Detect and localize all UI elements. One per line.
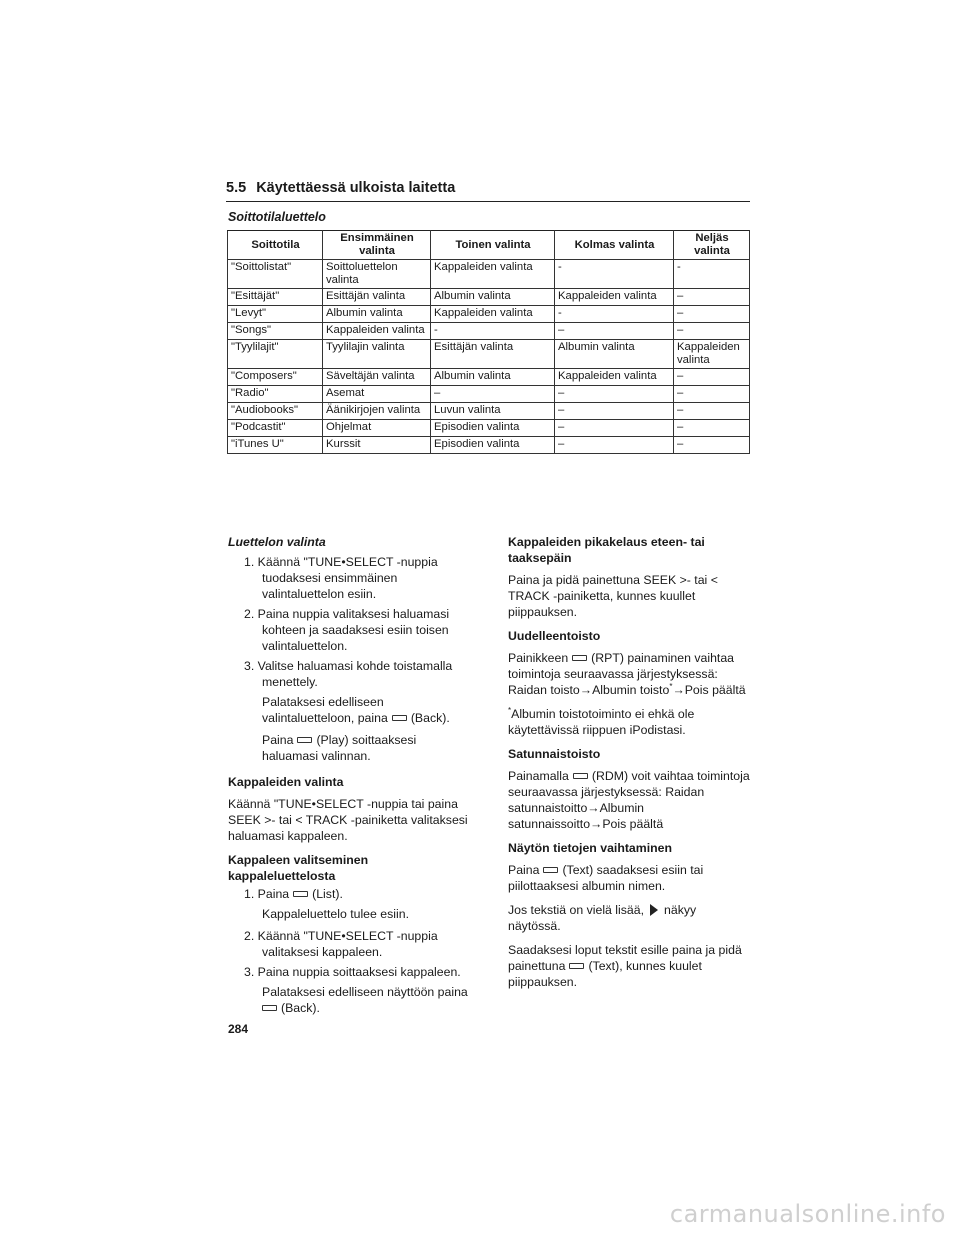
table-header-row bbox=[228, 231, 750, 260]
table-cell: Kappaleiden valinta bbox=[431, 306, 555, 323]
list-step-2: 2. Paina nuppia valitaksesi haluamasi kohteen ja saadaksesi esiin toisen valintaluettelon. bbox=[244, 607, 450, 653]
table-cell: Soittoluettelon valinta bbox=[323, 260, 431, 289]
table-cell: - bbox=[555, 260, 674, 289]
shuffle-text-a: Painamalla bbox=[508, 769, 569, 783]
button-icon bbox=[572, 655, 587, 661]
table-row bbox=[228, 403, 750, 420]
button-icon bbox=[543, 867, 558, 873]
play-label: (Play) soittaaksesi haluamasi valinnan. bbox=[262, 733, 417, 763]
rest-text bbox=[508, 942, 752, 990]
footnote bbox=[508, 706, 752, 738]
table-cell: Asemat bbox=[323, 386, 431, 403]
table-cell: – bbox=[674, 403, 750, 420]
display-info-heading: Näytön tietojen vaihtaminen bbox=[508, 841, 672, 855]
section-title: Soittotilaluettelo bbox=[228, 210, 326, 224]
shuffle-heading: Satunnaistoisto bbox=[508, 747, 601, 761]
table-cell: Albumin valinta bbox=[431, 369, 555, 386]
table-cell: Säveltäjän valinta bbox=[323, 369, 431, 386]
table-cell: "Radio" bbox=[228, 386, 323, 403]
table-cell: Ohjelmat bbox=[323, 420, 431, 437]
page-number: 284 bbox=[228, 1022, 249, 1036]
repeat-text-c: →Pois päältä bbox=[672, 683, 746, 697]
table-header-cell: Soittotila bbox=[228, 231, 323, 260]
button-icon bbox=[392, 715, 407, 721]
button-icon bbox=[262, 1005, 277, 1011]
right-arrow-icon bbox=[650, 904, 658, 916]
chapter-number: 5.5 bbox=[226, 180, 247, 196]
table-cell: – bbox=[674, 386, 750, 403]
table-cell: "Songs" bbox=[228, 323, 323, 340]
table-cell: Albumin valinta bbox=[431, 289, 555, 306]
button-icon bbox=[573, 773, 588, 779]
footnote-marker: * bbox=[508, 705, 512, 715]
display-info-text bbox=[508, 862, 752, 894]
table-cell: "Tyylilajit" bbox=[228, 340, 323, 369]
table-cell: Kurssit bbox=[323, 437, 431, 454]
more-text-b: näkyy näytössä. bbox=[508, 903, 697, 933]
table-row bbox=[228, 340, 750, 369]
table-cell: – bbox=[555, 386, 674, 403]
footnote-marker: * bbox=[669, 681, 673, 691]
table-cell: – bbox=[674, 289, 750, 306]
table-cell: – bbox=[674, 420, 750, 437]
table-cell: "Soittolistat" bbox=[228, 260, 323, 289]
table-cell: Episodien valinta bbox=[431, 420, 555, 437]
back-text: Palataksesi edelliseen valintaluetteloon, paina bbox=[262, 695, 388, 725]
table-cell: – bbox=[674, 306, 750, 323]
from-list-step-3-note bbox=[262, 984, 470, 1016]
repeat-text-b: (RPT) painaminen vaihtaa toimintoja seuraavassa järjestyksessä: Raidan toisto→Albumin toisto bbox=[508, 651, 735, 697]
table-cell: - bbox=[555, 306, 674, 323]
table-header-cell: Ensimmäinen valinta bbox=[323, 231, 431, 260]
table-cell: – bbox=[674, 437, 750, 454]
table-cell: Kappaleiden valinta bbox=[555, 369, 674, 386]
table-row bbox=[228, 386, 750, 403]
table-cell: Albumin valinta bbox=[555, 340, 674, 369]
from-list-step-3: 3. Paina nuppia soittaaksesi kappaleen. bbox=[244, 965, 461, 979]
table-cell: – bbox=[674, 369, 750, 386]
play-mode-table bbox=[227, 230, 750, 454]
repeat-heading: Uudelleentoisto bbox=[508, 629, 601, 643]
table-cell: "Composers" bbox=[228, 369, 323, 386]
step1-label: (List). bbox=[312, 887, 343, 901]
table-cell: Kappaleiden valinta bbox=[555, 289, 674, 306]
from-list-step-1 bbox=[244, 886, 470, 902]
table-cell: – bbox=[555, 420, 674, 437]
table-cell: Äänikirjojen valinta bbox=[323, 403, 431, 420]
fast-forward-text: Paina ja pidä painettuna SEEK >- tai < TRACK -painiketta, kunnes kuullet piippauksen. bbox=[508, 573, 718, 619]
table-row bbox=[228, 289, 750, 306]
display-info-text-a: Paina bbox=[508, 863, 540, 877]
table-cell: "Levyt" bbox=[228, 306, 323, 323]
table-cell: – bbox=[555, 323, 674, 340]
step3-note-label: (Back). bbox=[281, 1001, 320, 1015]
button-icon bbox=[297, 737, 312, 743]
table-cell: - bbox=[674, 260, 750, 289]
shuffle-text bbox=[508, 768, 752, 832]
table-cell: Kappaleiden valinta bbox=[431, 260, 555, 289]
shuffle-text-b: (RDM) voit vaihtaa toimintoja seuraavassa järjestyksessä: Raidan satunnaistoitto→Albumin satunnaissoitto→Pois päältä bbox=[508, 769, 750, 831]
table-cell: Esittäjän valinta bbox=[323, 289, 431, 306]
from-list-heading: Kappaleen valitseminen kappaleluettelosta bbox=[228, 853, 369, 883]
rest-text-b: (Text), kunnes kuulet piippauksen. bbox=[508, 959, 702, 989]
repeat-text-a: Painikkeen bbox=[508, 651, 569, 665]
chapter-title: Käytettäessä ulkoista laitetta bbox=[256, 180, 456, 196]
table-cell: – bbox=[555, 437, 674, 454]
play-instruction bbox=[262, 732, 470, 764]
button-icon bbox=[569, 963, 584, 969]
watermark: carmanualsonline.info bbox=[669, 1200, 946, 1228]
table-cell: "Audiobooks" bbox=[228, 403, 323, 420]
table-cell: Kappaleiden valinta bbox=[323, 323, 431, 340]
step1-text: 1. Paina bbox=[244, 887, 290, 901]
button-icon bbox=[293, 891, 308, 897]
back-instruction bbox=[262, 694, 470, 726]
table-cell: Kappaleiden valinta bbox=[674, 340, 750, 369]
table-cell: – bbox=[431, 386, 555, 403]
from-list-step-2: 2. Käännä "TUNE•SELECT -nuppia valitaksesi kappaleen. bbox=[244, 929, 438, 959]
table-row bbox=[228, 420, 750, 437]
step3-note-text: Palataksesi edelliseen näyttöön paina bbox=[262, 985, 468, 999]
footnote-text: Albumin toistotoiminto ei ehkä ole käytettävissä riippuen iPodistasi. bbox=[508, 707, 695, 737]
rest-text-a: Saadaksesi loput tekstit esille paina ja pidä painettuna bbox=[508, 943, 742, 973]
list-selection-heading: Luettelon valinta bbox=[228, 535, 326, 549]
song-selection-heading: Kappaleiden valinta bbox=[228, 775, 344, 789]
table-row bbox=[228, 323, 750, 340]
back-label: (Back). bbox=[410, 711, 450, 725]
table-cell: – bbox=[555, 403, 674, 420]
table-cell: Luvun valinta bbox=[431, 403, 555, 420]
song-selection-text: Käännä "TUNE•SELECT -nuppia tai paina SEEK >- tai < TRACK -painiketta valitaksesi haluamasi kappaleen. bbox=[228, 797, 468, 843]
display-info-text-b: (Text) saadaksesi esiin tai piilottaaksesi albumin nimen. bbox=[508, 863, 704, 893]
list-step-1: 1. Käännä "TUNE•SELECT -nuppia tuodaksesi ensimmäinen valintaluettelon esiin. bbox=[244, 555, 438, 601]
more-text bbox=[508, 902, 752, 934]
table-row bbox=[228, 260, 750, 289]
table-row bbox=[228, 369, 750, 386]
table-header-cell: Neljäs valinta bbox=[674, 231, 750, 260]
table-header-cell: Toinen valinta bbox=[431, 231, 555, 260]
table-row bbox=[228, 437, 750, 454]
table-row bbox=[228, 306, 750, 323]
table-cell: "Podcastit" bbox=[228, 420, 323, 437]
repeat-text bbox=[508, 650, 752, 698]
table-cell: "iTunes U" bbox=[228, 437, 323, 454]
table-cell: "Esittäjät" bbox=[228, 289, 323, 306]
table-cell: Episodien valinta bbox=[431, 437, 555, 454]
table-cell: - bbox=[431, 323, 555, 340]
right-column bbox=[508, 534, 752, 998]
more-text-a: Jos tekstiä on vielä lisää, bbox=[508, 903, 645, 917]
table-cell: Esittäjän valinta bbox=[431, 340, 555, 369]
table-cell: Albumin valinta bbox=[323, 306, 431, 323]
fast-forward-heading: Kappaleiden pikakelaus eteen- tai taaksepäin bbox=[508, 535, 705, 565]
from-list-step-1-note: Kappaleluettelo tulee esiin. bbox=[262, 907, 409, 921]
table-cell: Tyylilajin valinta bbox=[323, 340, 431, 369]
table-header-cell: Kolmas valinta bbox=[555, 231, 674, 260]
table-cell: – bbox=[674, 323, 750, 340]
chapter-header bbox=[226, 180, 750, 202]
list-step-3: 3. Valitse haluamasi kohde toistamalla menettely. bbox=[244, 659, 453, 689]
play-text: Paina bbox=[262, 733, 294, 747]
left-column bbox=[228, 534, 470, 1022]
